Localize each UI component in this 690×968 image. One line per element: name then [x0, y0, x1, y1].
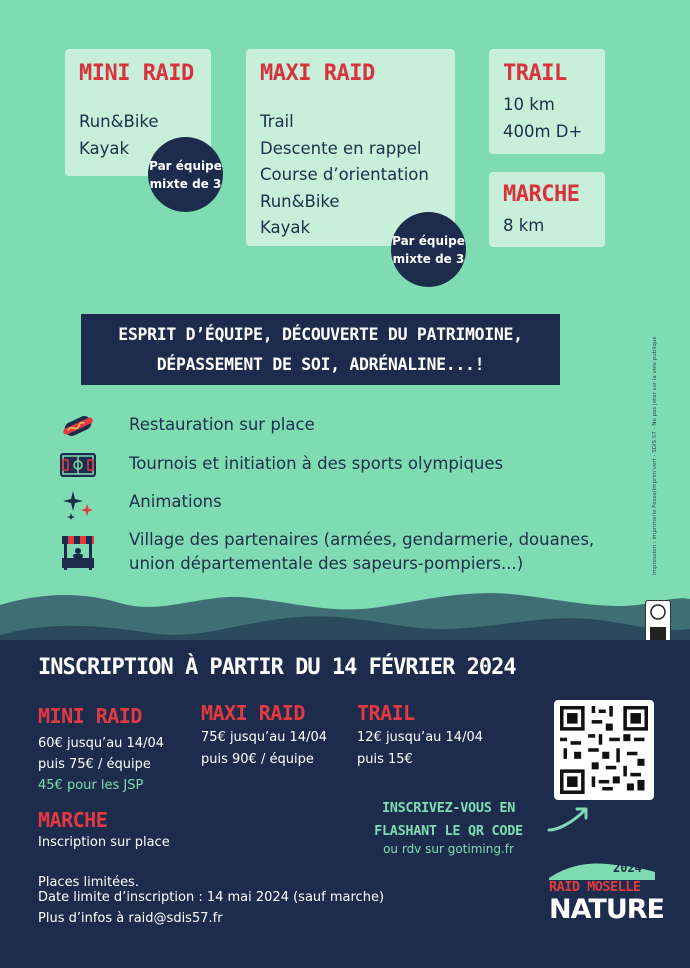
marche-card — [489, 172, 605, 247]
curved-arrow-icon — [545, 804, 595, 834]
info-email: Plus d’infos à raid@sdis57.fr — [38, 911, 223, 926]
logo-year: 2024 — [613, 861, 642, 875]
maxi-raid-title: MAXI RAID — [260, 61, 375, 86]
reg-mini-jsp: 45€ pour les JSP — [38, 778, 144, 793]
mini-raid-line: Run&Bike — [79, 112, 159, 131]
trail-line: 400m D+ — [503, 121, 583, 141]
scan-line: FLASHANT LE QR CODE — [374, 823, 523, 839]
stadium-field-icon — [59, 449, 97, 481]
places-limit: Places limitées. — [38, 875, 139, 890]
trail-card — [489, 49, 605, 154]
scan-qr-cta — [361, 797, 536, 843]
maxi-raid-line: Kayak — [260, 218, 311, 237]
slogan-banner — [81, 314, 560, 385]
reg-mini-price: 60€ jusqu’au 14/04 — [38, 736, 164, 751]
reg-trail-price: 12€ jusqu’au 14/04 — [357, 730, 483, 745]
maxi-raid-line: Run&Bike — [260, 191, 340, 211]
deadline: Date limite d’inscription : 14 mai 2024 (sauf marche) — [38, 890, 385, 905]
feature-animations: Animations — [129, 492, 222, 511]
badge-line: mixte de 3 — [149, 176, 222, 191]
reg-marche-title: MARCHE — [38, 808, 108, 832]
hotdog-icon — [59, 410, 97, 442]
qr-code[interactable] — [554, 700, 654, 800]
print-note-text: Impression : imprimerie Fosse/Imprim'vert - SDIS 57 - Ne pas jeter sur la voie publique — [652, 336, 658, 575]
mini-raid-title: MINI RAID — [79, 61, 194, 86]
slogan-line: ESPRIT D’ÉQUIPE, DÉCOUVERTE DU PATRIMOINE, — [118, 324, 523, 344]
reg-marche-text: Inscription sur place — [38, 835, 170, 850]
feature-village-line: Village des partenaires (armées, gendarmerie, douanes, — [129, 530, 595, 549]
website-link[interactable]: ou rdv sur gotiming.fr — [383, 842, 514, 856]
logo-nature: NATURE — [549, 894, 664, 925]
marche-line: 8 km — [503, 216, 545, 235]
reg-mini-title: MINI RAID — [38, 704, 142, 728]
trail-line: 10 km — [503, 95, 555, 114]
print-note — [652, 215, 664, 575]
logo-raid: RAID MOSELLE — [549, 879, 641, 895]
badge-line: mixte de 3 — [392, 251, 465, 266]
badge-line: Par équipe — [149, 158, 222, 173]
reg-trail-title: TRAIL — [357, 701, 415, 725]
sparkles-icon — [59, 488, 97, 520]
reg-mini-price: puis 75€ / équipe — [38, 757, 151, 772]
trail-title: TRAIL — [503, 61, 567, 86]
maxi-raid-line: Course d’orientation — [260, 165, 429, 184]
team-badge-mini — [148, 137, 223, 212]
qr-code-icon — [560, 706, 648, 794]
maxi-raid-line: Descente en rappel — [260, 138, 422, 158]
feature-village-line: union départementale des sapeurs-pompiers...) — [129, 554, 524, 573]
team-badge-maxi — [391, 212, 466, 287]
reg-trail-price: puis 15€ — [357, 752, 413, 767]
market-stand-icon — [59, 533, 97, 573]
reg-maxi-price: 75€ jusqu’au 14/04 — [201, 730, 327, 745]
feature-restauration: Restauration sur place — [129, 415, 315, 434]
marche-title: MARCHE — [503, 182, 580, 207]
registration-title: INSCRIPTION À PARTIR DU 14 FÉVRIER 2024 — [38, 655, 516, 680]
scan-line: INSCRIVEZ-VOUS EN — [381, 800, 516, 816]
maxi-raid-line: Trail — [260, 112, 294, 131]
feature-village — [129, 528, 594, 576]
reg-maxi-price: puis 90€ / équipe — [201, 752, 314, 767]
feature-tournois: Tournois et initiation à des sports olympiques — [129, 454, 504, 473]
mini-raid-line: Kayak — [79, 138, 130, 158]
reg-maxi-title: MAXI RAID — [201, 701, 305, 725]
badge-line: Par équipe — [392, 233, 465, 248]
slogan-line: DÉPASSEMENT DE SOI, ADRÉNALINE...! — [156, 354, 485, 374]
